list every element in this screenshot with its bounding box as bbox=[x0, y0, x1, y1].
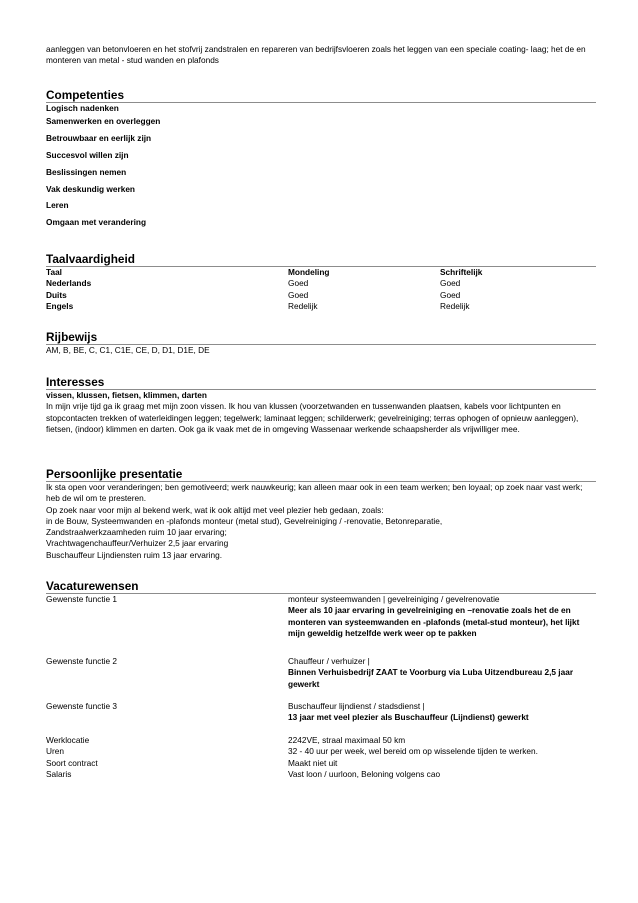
taal-mondeling: Redelijk bbox=[288, 300, 318, 311]
vacature-extra-label: Soort contract bbox=[46, 757, 98, 768]
presentatie-line: Vrachtwagenchauffeur/Verhuizer 2,5 jaar ervaring bbox=[46, 538, 229, 549]
presentatie-line: in de Bouw, Systeemwanden en -plafonds monteur (metal stud), Gevelreiniging / -renovatie, Betonreparatie, bbox=[46, 515, 443, 526]
vacature-extra-value: 2242VE, straal maximaal 50 km bbox=[288, 735, 406, 745]
vacature-functie bbox=[46, 656, 596, 701]
vacature-value-block bbox=[288, 701, 596, 735]
presentatie-line: Buschauffeur Lijndiensten ruim 13 jaar ervaring. bbox=[46, 549, 223, 560]
presentatie-line: Zandstraalwerkzaamheden ruim 10 jaar ervaring; bbox=[46, 527, 227, 538]
interesses-title: Interesses bbox=[46, 376, 596, 390]
rijbewijs-section bbox=[46, 331, 596, 356]
vacature-value-block bbox=[288, 656, 596, 701]
competenties-title: Competenties bbox=[46, 89, 596, 103]
taal-header-row bbox=[46, 267, 596, 278]
competenties-section bbox=[46, 89, 596, 234]
vacature-extra-row bbox=[46, 769, 596, 780]
vacature-value: monteur systeemwanden | gevelreiniging / gevelrenovatie bbox=[288, 594, 500, 604]
vacature-detail: Binnen Verhuisbedrijf ZAAT te Voorburg via Luba Uitzendbureau 2,5 jaar gewerkt bbox=[288, 667, 574, 689]
vacature-title: Vacaturewensen bbox=[46, 580, 596, 594]
intro-text: aanleggen van betonvloeren en het stofvrij zandstralen en repareren van bedrijfsvloeren zoals het leggen van een speciale coating- laag; het de en monteren van metal - stud wanden en plafonds bbox=[46, 44, 586, 66]
vacature-functie bbox=[46, 594, 596, 656]
competentie-item: Omgaan met verandering bbox=[46, 217, 147, 228]
taal-row bbox=[46, 278, 596, 289]
competenties-list bbox=[46, 103, 596, 234]
presentatie-line: Op zoek naar voor mijn al bekend werk, wat ik ook altijd met veel plezier heb gedaan, zoals: bbox=[46, 504, 384, 515]
taal-mondeling: Goed bbox=[288, 289, 309, 300]
taal-schriftelijk: Goed bbox=[440, 289, 461, 300]
vacature-value-block bbox=[288, 594, 596, 656]
rijbewijs-title: Rijbewijs bbox=[46, 331, 596, 345]
presentatie-section bbox=[46, 468, 596, 561]
interesses-section bbox=[46, 376, 596, 435]
interesses-subtitle: vissen, klussen, fietsen, klimmen, darten bbox=[46, 390, 207, 400]
resume-page bbox=[46, 44, 596, 779]
taal-schriftelijk: Goed bbox=[440, 278, 461, 289]
vacature-extra-label: Werklocatie bbox=[46, 735, 90, 745]
taal-header-schriftelijk: Schriftelijk bbox=[440, 267, 483, 277]
rijbewijs-text: AM, B, BE, C, C1, C1E, CE, D, D1, D1E, DE bbox=[46, 345, 210, 355]
vacature-extra-row bbox=[46, 735, 596, 746]
vacature-value: Chauffeur / verhuizer | bbox=[288, 656, 370, 666]
presentatie-title: Persoonlijke presentatie bbox=[46, 468, 596, 482]
vacature-extra-label: Salaris bbox=[46, 768, 72, 779]
vacature-extra-value: Vast loon / uurloon, Beloning volgens cao bbox=[288, 768, 441, 779]
taal-schriftelijk: Redelijk bbox=[440, 300, 470, 311]
competentie-item: Beslissingen nemen bbox=[46, 166, 127, 177]
vacature-extra-value: 32 - 40 uur per week, wel bereid om op wisselende tijden te werken. bbox=[288, 746, 538, 757]
vacature-functie bbox=[46, 701, 596, 735]
taal-name: Duits bbox=[46, 289, 67, 300]
vacature-section bbox=[46, 580, 596, 780]
taal-section bbox=[46, 253, 596, 312]
taal-header-mondeling: Mondeling bbox=[288, 267, 330, 277]
presentatie-line: Ik sta open voor veranderingen; ben gemotiveerd; werk nauwkeurig; kan alleen maar ook in een team werken; ben loyaal; op zoek naar vast werk; heb de wil om te presteren. bbox=[46, 482, 583, 504]
taal-name: Nederlands bbox=[46, 278, 92, 289]
competentie-item: Vak deskundig werken bbox=[46, 183, 135, 194]
vacature-detail: 13 jaar met veel plezier als Buschauffeur (Lijndienst) gewerkt bbox=[288, 712, 529, 723]
vacature-detail: Meer als 10 jaar ervaring in gevelreiniging en –renovatie zoals het de en monteren van systeemwanden en -plafonds (metal-stud monteur), het lijkt mijn geweldig hetzelfde werk weer op te pakken bbox=[288, 605, 580, 638]
competentie-item: Betrouwbaar en eerlijk zijn bbox=[46, 132, 152, 143]
taal-row bbox=[46, 290, 596, 301]
competentie-item: Logisch nadenken bbox=[46, 103, 119, 113]
competentie-item: Samenwerken en overleggen bbox=[46, 116, 161, 126]
competentie-item: Succesvol willen zijn bbox=[46, 149, 129, 160]
taal-header-taal: Taal bbox=[46, 267, 62, 277]
taal-title: Taalvaardigheid bbox=[46, 253, 596, 267]
vacature-extra-row bbox=[46, 746, 596, 757]
vacature-extra-label: Uren bbox=[46, 746, 64, 757]
vacature-extra-value: Maakt niet uit bbox=[288, 757, 338, 768]
taal-name: Engels bbox=[46, 300, 74, 311]
vacature-value: Buschauffeur lijndienst / stadsdienst | bbox=[288, 701, 425, 711]
taal-row bbox=[46, 301, 596, 312]
competentie-item: Leren bbox=[46, 200, 69, 211]
interesses-text: In mijn vrije tijd ga ik graag met mijn zoon vissen. Ik hou van klussen (voorzetwanden en tussenwanden plaatsen, kabels voor lichtpunten en stopcontacten trekken of waterleidingen leggen; tegelwerk; laminaat leggen; schilderwerk; gevelreiniging; terras ophogen of opnieuw aanleggen), fietsen, (indoor) klimmen en darten. Ook ga ik vaak met de in omgeving Wassenaar werkende schaapsherder als vrijwilliger mee. bbox=[46, 401, 579, 434]
vacature-label: Gewenste functie 3 bbox=[46, 701, 118, 711]
taal-mondeling: Goed bbox=[288, 278, 309, 289]
vacature-label: Gewenste functie 2 bbox=[46, 656, 118, 666]
vacature-extra-row bbox=[46, 758, 596, 769]
vacature-label: Gewenste functie 1 bbox=[46, 594, 118, 604]
